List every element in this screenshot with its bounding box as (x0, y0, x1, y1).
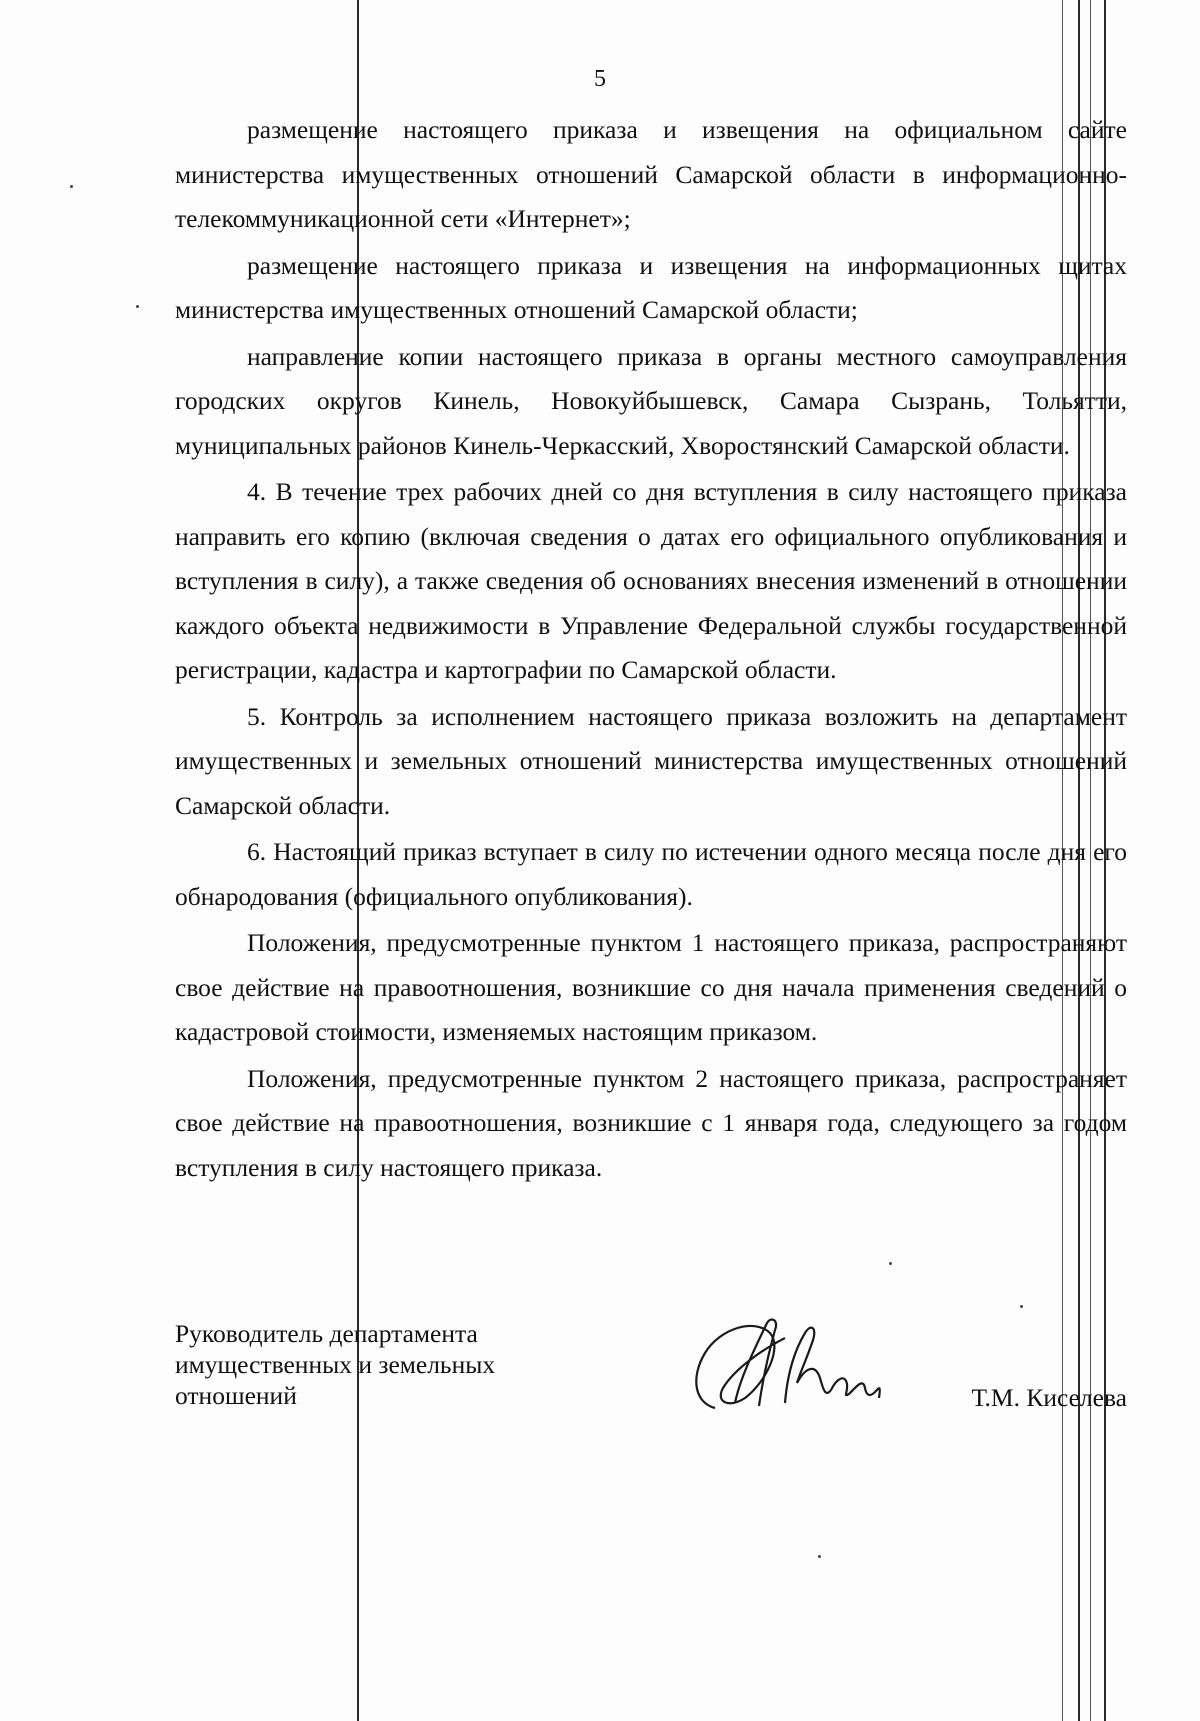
document-body (175, 108, 1127, 1192)
paragraph-provision-2: Положения, предусмотренные пунктом 2 настоящего приказа, распространяет свое действие на правоотношения, возникшие с 1 января года, следующего за годом вступления в силу настоящего приказа. (175, 1063, 1127, 1182)
paragraph-copy-to-local-authorities: направление копии настоящего приказа в органы местного самоуправления городских округов Кинель, Новокуйбышевск, Самара Сызрань, Тольятти, муниципальных районов Кинель-Черкасский, Хворостянский Самарской области. (175, 341, 1127, 460)
signatory-position-line: имущественных и земельных (175, 1350, 496, 1379)
scan-speck (889, 1262, 892, 1265)
signatory-position-line: Руководитель департамента (175, 1319, 478, 1348)
scan-speck (818, 1555, 821, 1558)
paragraph-item-4: 4. В течение трех рабочих дней со дня вступления в силу настоящего приказа направить его копию (включая сведения о датах его официального опубликования и вступления в силу), а также сведения об основаниях внесения изменений в отношении каждого объекта недвижимости в Управление Федеральной службы государственной регистрации, кадастра и картографии по Самарской области. (175, 477, 1127, 684)
scan-speck (70, 185, 73, 188)
page-number: 5 (594, 66, 606, 92)
paragraph-item-6: 6. Настоящий приказ вступает в силу по истечении одного месяца после дня его обнародования (официального опубликования). (175, 837, 1127, 911)
signature-block (175, 1318, 1127, 1428)
signatory-position (175, 1318, 495, 1411)
handwritten-signature (675, 1308, 905, 1428)
paragraph-item-5: 5. Контроль за исполнением настоящего приказа возложить на департамент имущественных и земельных отношений министерства имущественных отношений Самарской области. (175, 701, 1127, 820)
signatory-name: Т.М. Киселева (971, 1383, 1127, 1412)
scan-speck (136, 305, 139, 308)
paragraph-publication-site: размещение настоящего приказа и извещения на официальном сайте министерства имущественных отношений Самарской области в информационно-телекоммуникационной сети «Интернет»; (175, 115, 1127, 233)
paragraph-publication-boards: размещение настоящего приказа и извещения на информационных щитах министерства имущественных отношений Самарской области; (175, 250, 1127, 324)
scan-speck (1020, 1305, 1023, 1308)
paragraph-provision-1: Положения, предусмотренные пунктом 1 настоящего приказа, распространяют свое действие на правоотношения, возникшие со дня начала применения сведений о кадастровой стоимости, изменяемых настоящим приказом. (175, 928, 1127, 1046)
signatory-position-line: отношений (175, 1381, 297, 1410)
